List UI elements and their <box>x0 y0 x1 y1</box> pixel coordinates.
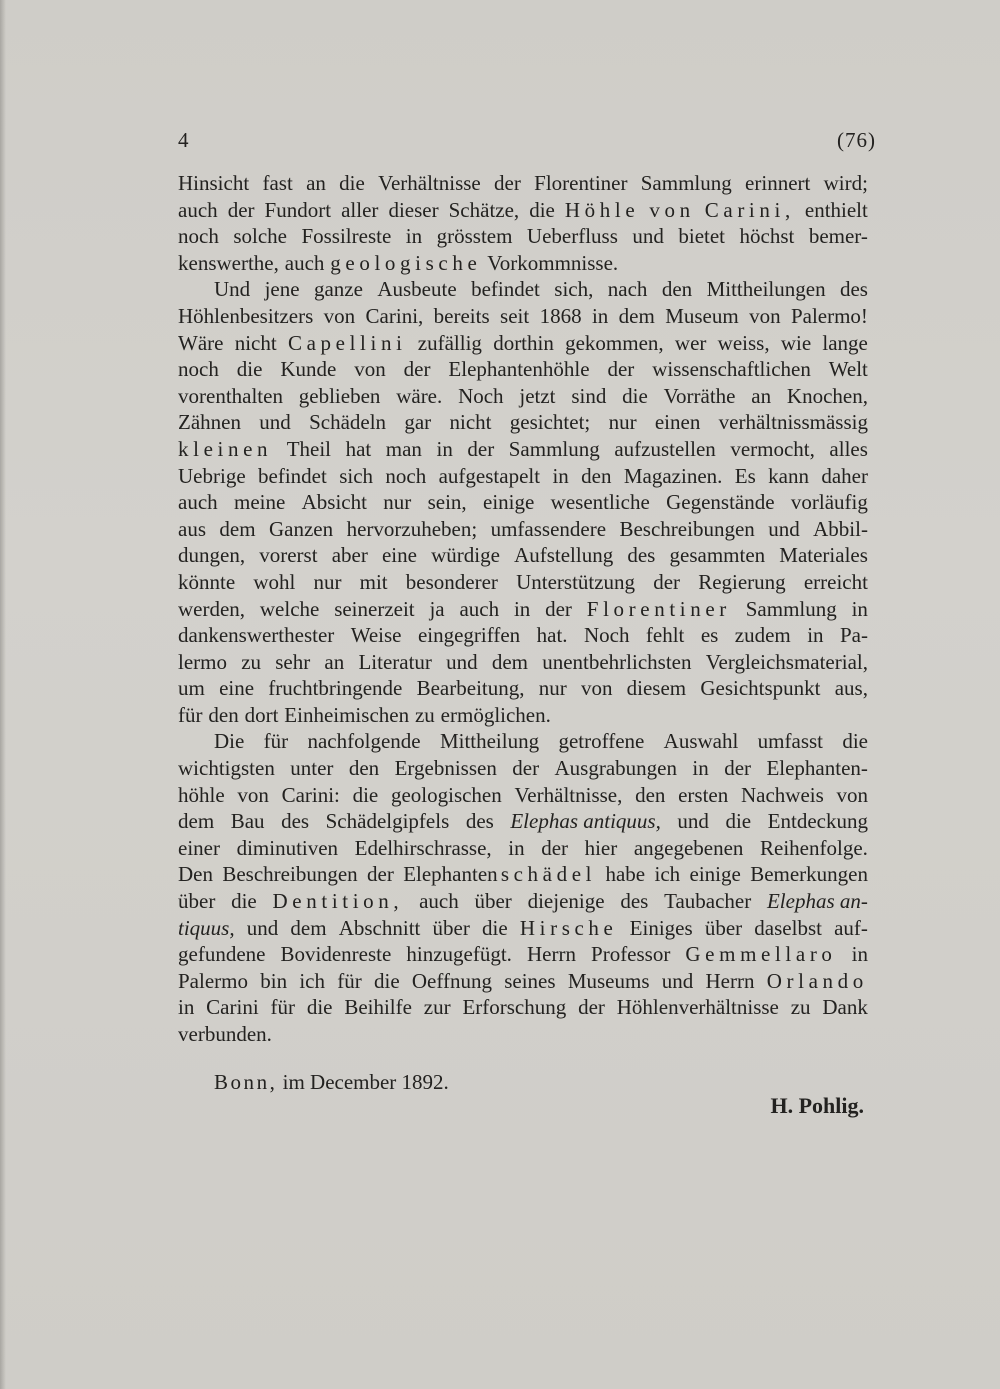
text-line: Den Beschreibungen der Elephanten schädel habe ich einige Bemerkungen <box>178 862 868 887</box>
page-number: 4 <box>178 128 189 152</box>
text-line: um eine fruchtbringende Bearbeitung, nur von diesem Gesichtspunkt aus, <box>178 676 868 701</box>
text-line: über die Dentition, auch über diejenige des Taubacher Elephas an- <box>178 889 868 914</box>
text-line: auch der Fundort aller dieser Schätze, die Höhle von Carini, enthielt <box>178 197 868 222</box>
text-line: Und jene ganze Ausbeute befindet sich, nach den Mittheilungen des <box>214 277 868 302</box>
text-line: wichtigsten unter den Ergebnissen der Ausgrabungen in der Elephanten- <box>178 756 868 781</box>
text-line: dankenswerthester Weise eingegriffen hat. Noch fehlt es zudem in Pa- <box>178 623 868 648</box>
place-and-date <box>214 1070 449 1095</box>
text-line: Höhlenbesitzers von Carini, bereits seit 1868 in dem Museum von Palermo! <box>178 303 868 328</box>
text-line: für den dort Einheimischen zu ermöglichen. <box>178 702 551 727</box>
text-line: Zähnen und Schädeln gar nicht gesichtet; nur einen verhältnissmässig <box>178 410 868 435</box>
text-line: werden, welche seinerzeit ja auch in der Florentiner Sammlung in <box>178 596 868 621</box>
text-line: Palermo bin ich für die Oeffnung seines Museums und Herrn Orlando <box>178 968 868 993</box>
text-line: kenswerthe, auch geologische Vorkommnisse. <box>178 250 619 275</box>
text-line: tiquus, und dem Abschnitt über die Hirsche Einiges über daselbst auf- <box>178 915 868 940</box>
text-line: könnte wohl nur mit besonderer Unterstützung der Regierung erreicht <box>178 569 868 594</box>
text-line: Hinsicht fast an die Verhältnisse der Florentiner Sammlung erinnert wird; <box>178 171 868 195</box>
text-line: dungen, vorerst aber eine würdige Aufstellung des gesammten Materiales <box>178 543 868 568</box>
page-reference: (76) <box>837 128 876 152</box>
text-line: aus dem Ganzen hervorzuheben; umfassendere Beschreibungen und Abbil- <box>178 516 868 541</box>
text-line: vorenthalten geblieben wäre. Noch jetzt sind die Vorräthe an Knochen, <box>178 383 868 408</box>
text-line: Die für nachfolgende Mittheilung getroffene Auswahl umfasst die <box>214 729 868 754</box>
text-line: kleinen Theil hat man in der Sammlung aufzustellen vermocht, alles <box>178 436 868 461</box>
date: im December 1892. <box>282 1070 449 1094</box>
running-head <box>178 128 876 158</box>
author-signature: H. Pohlig. <box>770 1093 864 1118</box>
text-line: Wäre nicht Capellini zufällig dorthin gekommen, wer weiss, wie lange <box>178 330 868 355</box>
text-line: gefundene Bovidenreste hinzugefügt. Herrn Professor Gemmellaro in <box>178 942 868 967</box>
text-line: lermo zu sehr an Literatur und dem unentbehrlichsten Vergleichsmaterial, <box>178 649 868 674</box>
text-line: auch meine Absicht nur sein, einige wesentliche Gegenstände vorläufig <box>178 490 868 515</box>
page-edge-shadow <box>0 0 6 1389</box>
text-line: dem Bau des Schädelgipfels des Elephas antiquus, und die Entdeckung <box>178 809 868 834</box>
text-line: noch die Kunde von der Elephantenhöhle der wissenschaftlichen Welt <box>178 357 868 382</box>
place: Bonn, <box>214 1070 278 1094</box>
text-line: Uebrige befindet sich noch aufgestapelt in den Magazinen. Es kann daher <box>178 463 868 488</box>
text-line: noch solche Fossilreste in grösstem Ueberfluss und bietet höchst bemer- <box>178 224 868 249</box>
text-line: verbunden. <box>178 1022 272 1046</box>
body-text <box>178 170 868 1048</box>
text-line: einer diminutiven Edelhirschrasse, in der hier angegebenen Reihenfolge. <box>178 835 868 860</box>
text-line: höhle von Carini: die geologischen Verhältnisse, den ersten Nachweis von <box>178 782 868 807</box>
text-line: in Carini für die Beihilfe zur Erforschung der Höhlenverhältnisse zu Dank <box>178 995 868 1020</box>
